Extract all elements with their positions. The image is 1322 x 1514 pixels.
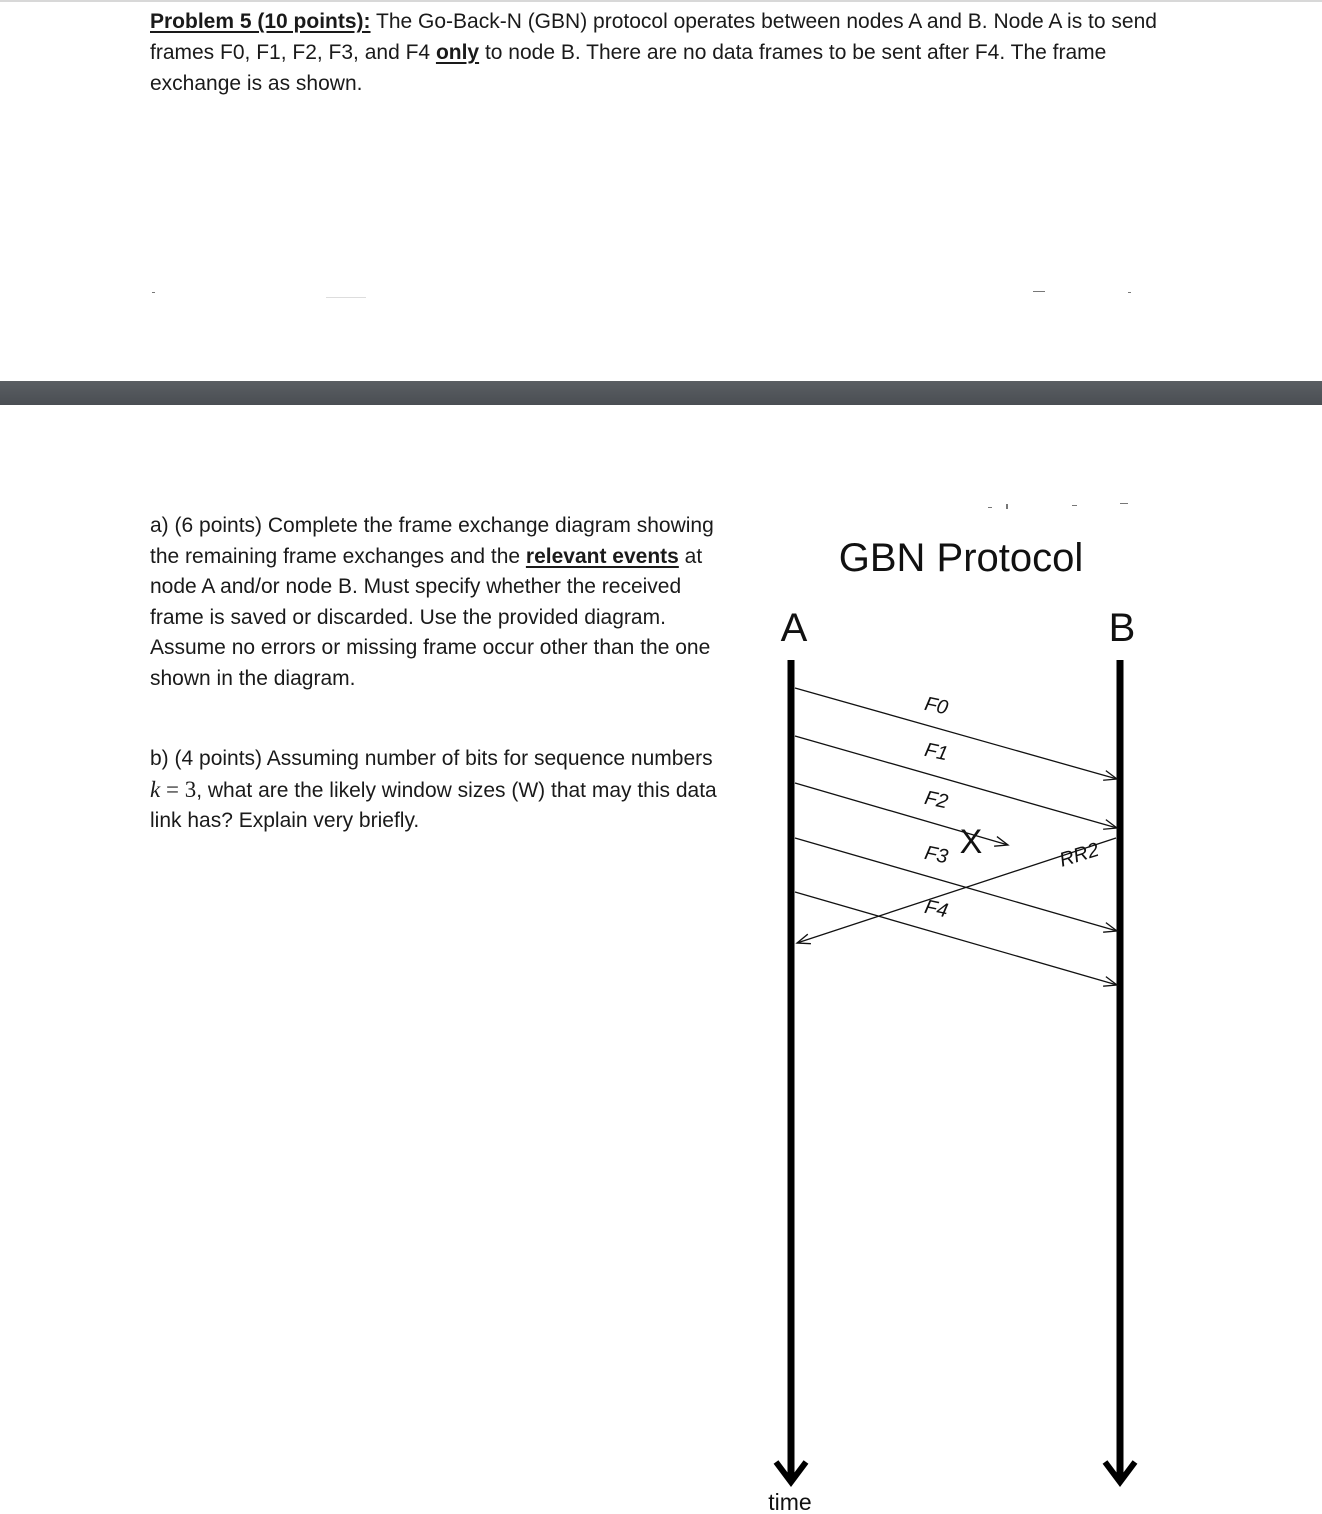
lost-frame-x-mark: X [959,823,983,861]
node-a-label: A [780,606,808,650]
frame-label-f3: F3 [922,841,950,869]
frame-arrow-f4 [795,892,1117,985]
part-b-text-2: , what are the likely window sizes (W) that may this data link has? Explain very briefly. [150,778,717,832]
frame-label-f4: F4 [922,895,950,923]
problem-heading: Problem 5 (10 points): [150,10,371,33]
part-b-text-1: b) (4 points) Assuming number of bits for sequence numbers [150,747,713,770]
time-label: time [768,1489,812,1514]
frame-label-f2: F2 [922,786,950,814]
frame-arrow-f0 [795,688,1117,779]
problem-text-2: to node B. There are no data frames to be sent after F4. The frame exchange is as shown. [150,41,1107,95]
frame-label-f0: F0 [922,692,950,720]
frames-layer [795,688,1117,985]
part-a-text-1: a) (6 points) Complete the frame exchange diagram showing the remaining frame exchanges and the [150,514,714,568]
frame-label-f1: F1 [922,738,950,766]
part-a-text-2: at node A and/or node B. Must specify whether the received frame is saved or discarded. Use the provided diagram. Assume no errors or missing frame occur other than the one shown in the diagram. [150,544,711,690]
node-b-label: B [1108,606,1136,650]
math-variable-k: k [150,776,161,802]
ack-label-rr2: RR2 [1056,838,1102,872]
math-equals-3: = 3 [160,776,197,802]
diagram-title: GBN Protocol [838,536,1084,580]
frame-arrow-f1 [795,736,1117,828]
part-a-emphasis: relevant events [525,544,679,568]
problem-emphasis: only [435,41,480,64]
problem-text-1: The Go-Back-N (GBN) protocol operates between nodes A and B. Node A is to send frames F0, F1, F2, F3, and F4 [150,10,1157,64]
